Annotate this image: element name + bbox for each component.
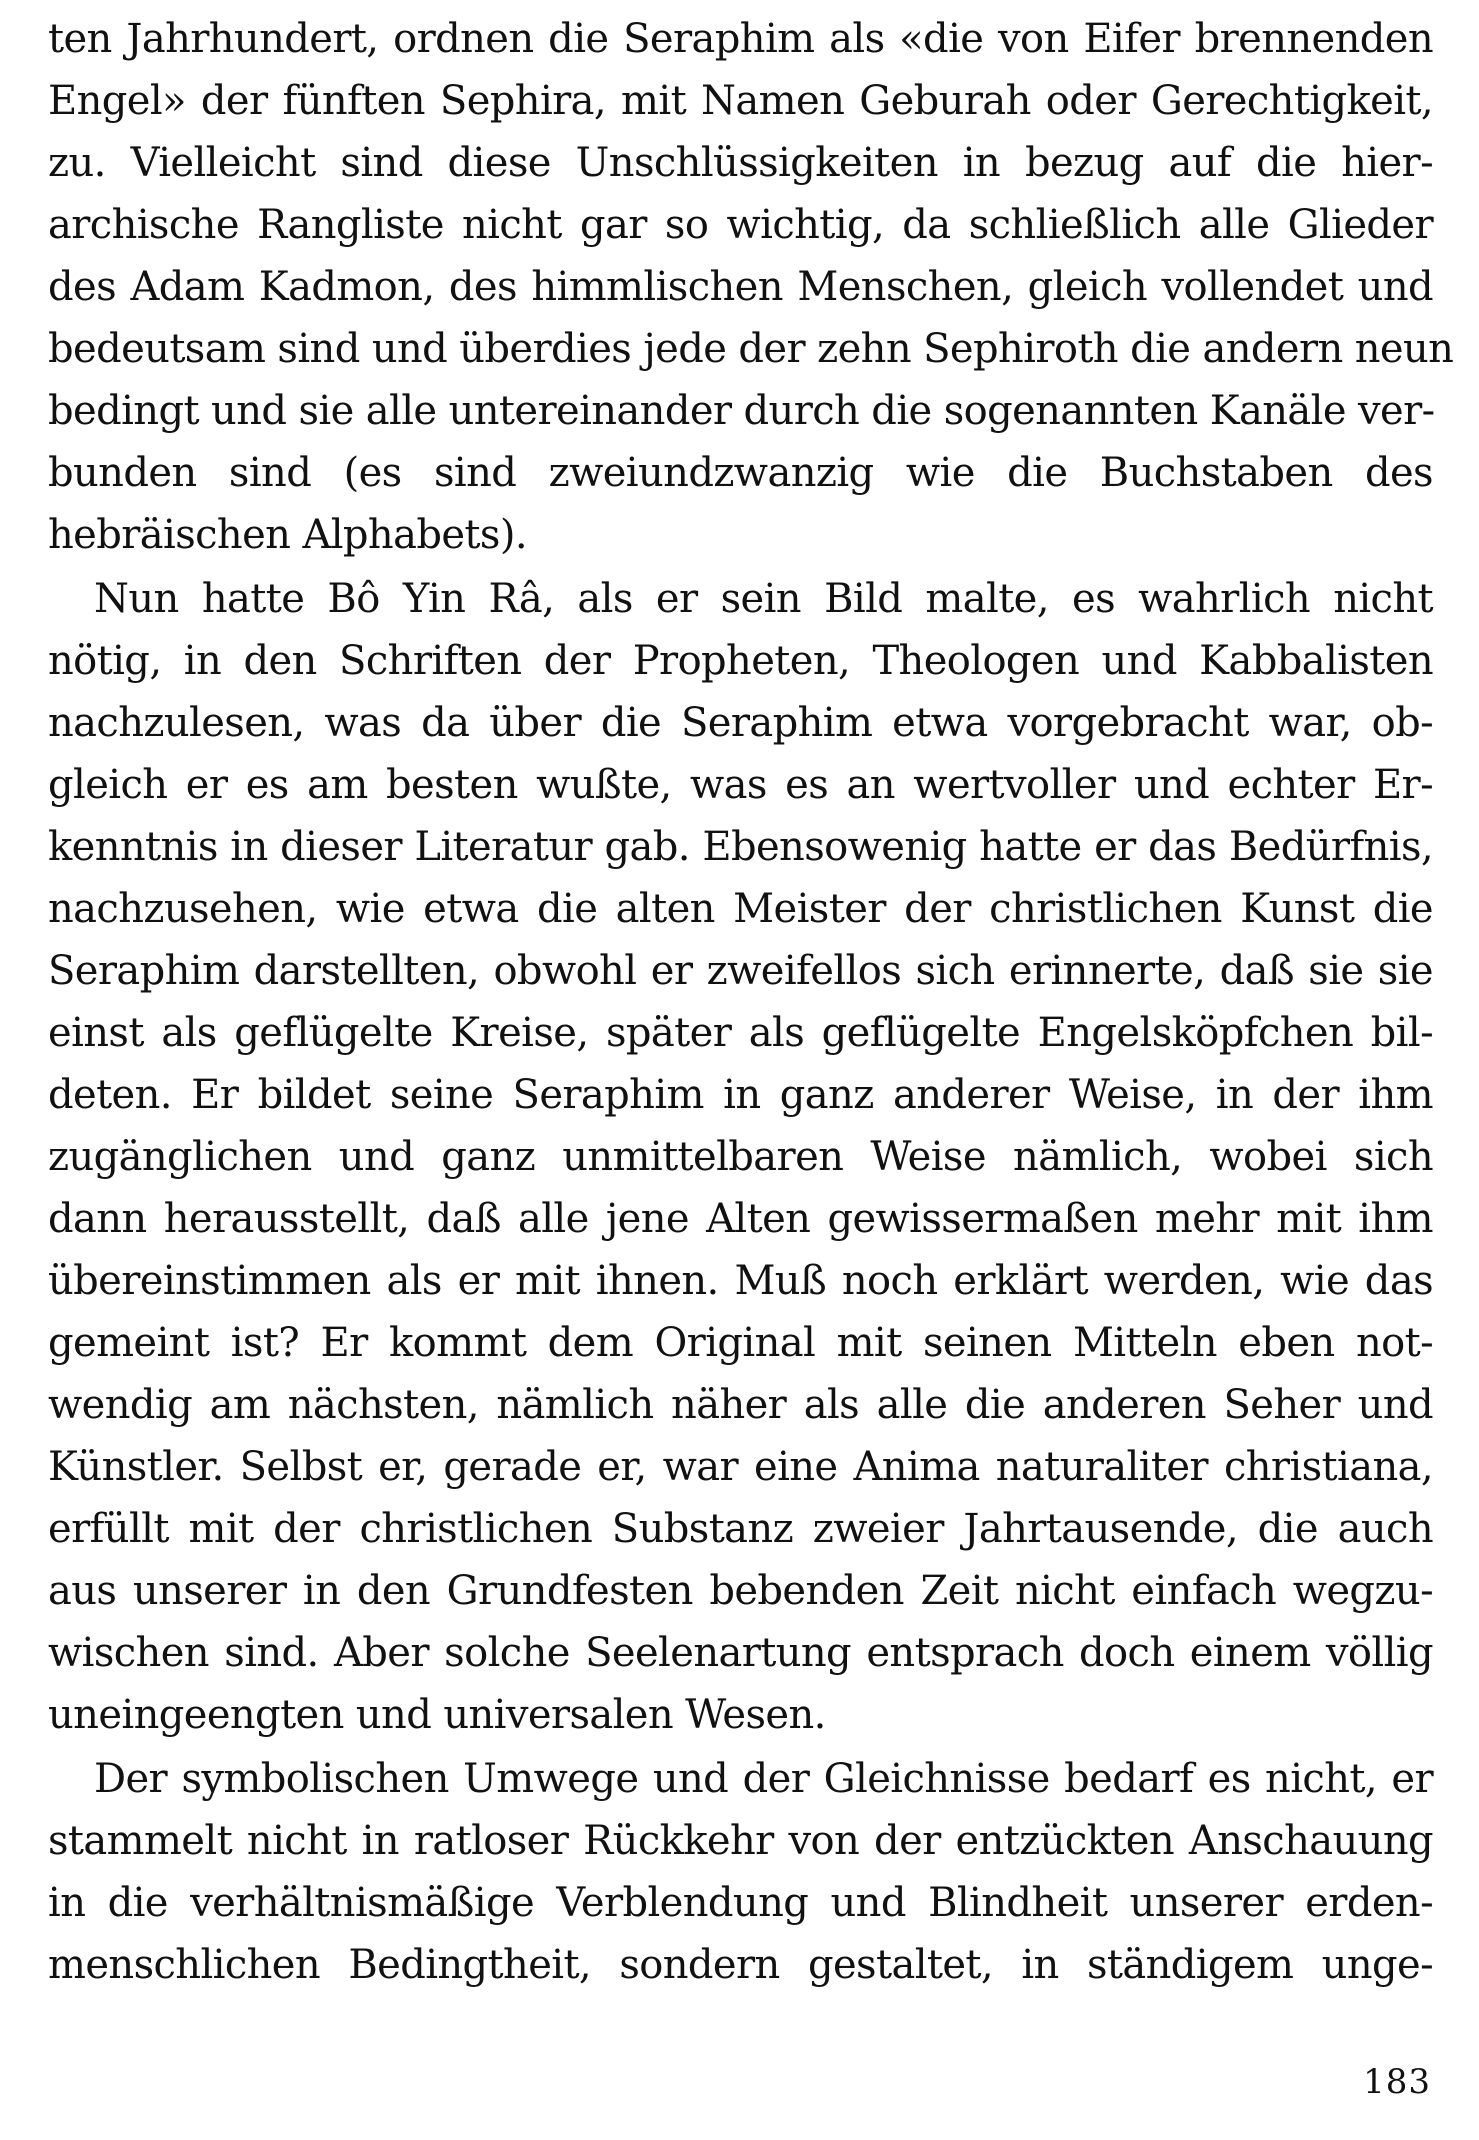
text-line-28: uneingeengten und universalen Wesen.	[48, 1692, 826, 1738]
text-line-30: stammelt nicht in ratloser Rückkehr von der entzückten Anschauung	[48, 1818, 1433, 1864]
text-line-17: einst als geflügelte Kreise, später als geflügelte Engelsköpfchen bil-	[48, 1010, 1433, 1056]
text-line-32: menschlichen Bedingtheit, sondern gestaltet, in ständigem unge-	[48, 1942, 1433, 1988]
text-line-22: gemeint ist? Er kommt dem Original mit seinen Mitteln eben not-	[48, 1320, 1433, 1366]
text-line-4: archische Rangliste nicht gar so wichtig, da schließlich alle Glieder	[48, 202, 1433, 248]
text-line-15: nachzusehen, wie etwa die alten Meister der christlichen Kunst die	[48, 886, 1433, 932]
text-line-10: Nun hatte Bô Yin Râ, als er sein Bild malte, es wahrlich nicht	[94, 576, 1433, 622]
text-line-6: bedeutsam sind und überdies jede der zehn Sephiroth die andern neun	[48, 326, 1454, 372]
text-line-1: ten Jahrhundert, ordnen die Seraphim als «die von Eifer brennenden	[48, 16, 1433, 62]
text-line-27: wischen sind. Aber solche Seelenartung entsprach doch einem völlig	[48, 1630, 1433, 1676]
text-line-23: wendig am nächsten, nämlich näher als alle die anderen Seher und	[48, 1382, 1433, 1428]
text-line-9: hebräischen Alphabets).	[48, 512, 527, 558]
text-line-25: erfüllt mit der christlichen Substanz zweier Jahrtausende, die auch	[48, 1506, 1433, 1552]
text-line-2: Engel» der fünften Sephira, mit Namen Geburah oder Gerechtigkeit,	[48, 78, 1433, 124]
text-line-21: übereinstimmen als er mit ihnen. Muß noch erklärt werden, wie das	[48, 1258, 1433, 1304]
text-line-3: zu. Vielleicht sind diese Unschlüssigkeiten in bezug auf die hier-	[48, 140, 1433, 186]
text-line-19: zugänglichen und ganz unmittelbaren Weise nämlich, wobei sich	[48, 1134, 1433, 1180]
text-line-13: gleich er es am besten wußte, was es an wertvoller und echter Er-	[48, 762, 1433, 808]
text-line-14: kenntnis in dieser Literatur gab. Ebensowenig hatte er das Bedürfnis,	[48, 824, 1433, 870]
text-line-26: aus unserer in den Grundfesten bebenden Zeit nicht einfach wegzu-	[48, 1568, 1433, 1614]
text-line-18: deten. Er bildet seine Seraphim in ganz anderer Weise, in der ihm	[48, 1072, 1433, 1118]
text-line-29: Der symbolischen Umwege und der Gleichnisse bedarf es nicht, er	[94, 1756, 1433, 1802]
text-line-5: des Adam Kadmon, des himmlischen Menschen, gleich vollendet und	[48, 264, 1433, 310]
text-line-16: Seraphim darstellten, obwohl er zweifellos sich erinnerte, daß sie sie	[48, 948, 1433, 994]
text-line-11: nötig, in den Schriften der Propheten, Theologen und Kabbalisten	[48, 638, 1433, 684]
text-line-24: Künstler. Selbst er, gerade er, war eine Anima naturaliter christiana,	[48, 1444, 1433, 1490]
text-line-8: bunden sind (es sind zweiundzwanzig wie die Buchstaben des	[48, 450, 1433, 496]
page-number: 183	[1363, 2062, 1431, 2102]
text-line-12: nachzulesen, was da über die Seraphim etwa vorgebracht war, ob-	[48, 700, 1433, 746]
text-line-31: in die verhältnismäßige Verblendung und Blindheit unserer erden-	[48, 1880, 1433, 1926]
text-line-20: dann herausstellt, daß alle jene Alten gewissermaßen mehr mit ihm	[48, 1196, 1433, 1242]
text-line-7: bedingt und sie alle untereinander durch die sogenannten Kanäle ver-	[48, 388, 1435, 434]
